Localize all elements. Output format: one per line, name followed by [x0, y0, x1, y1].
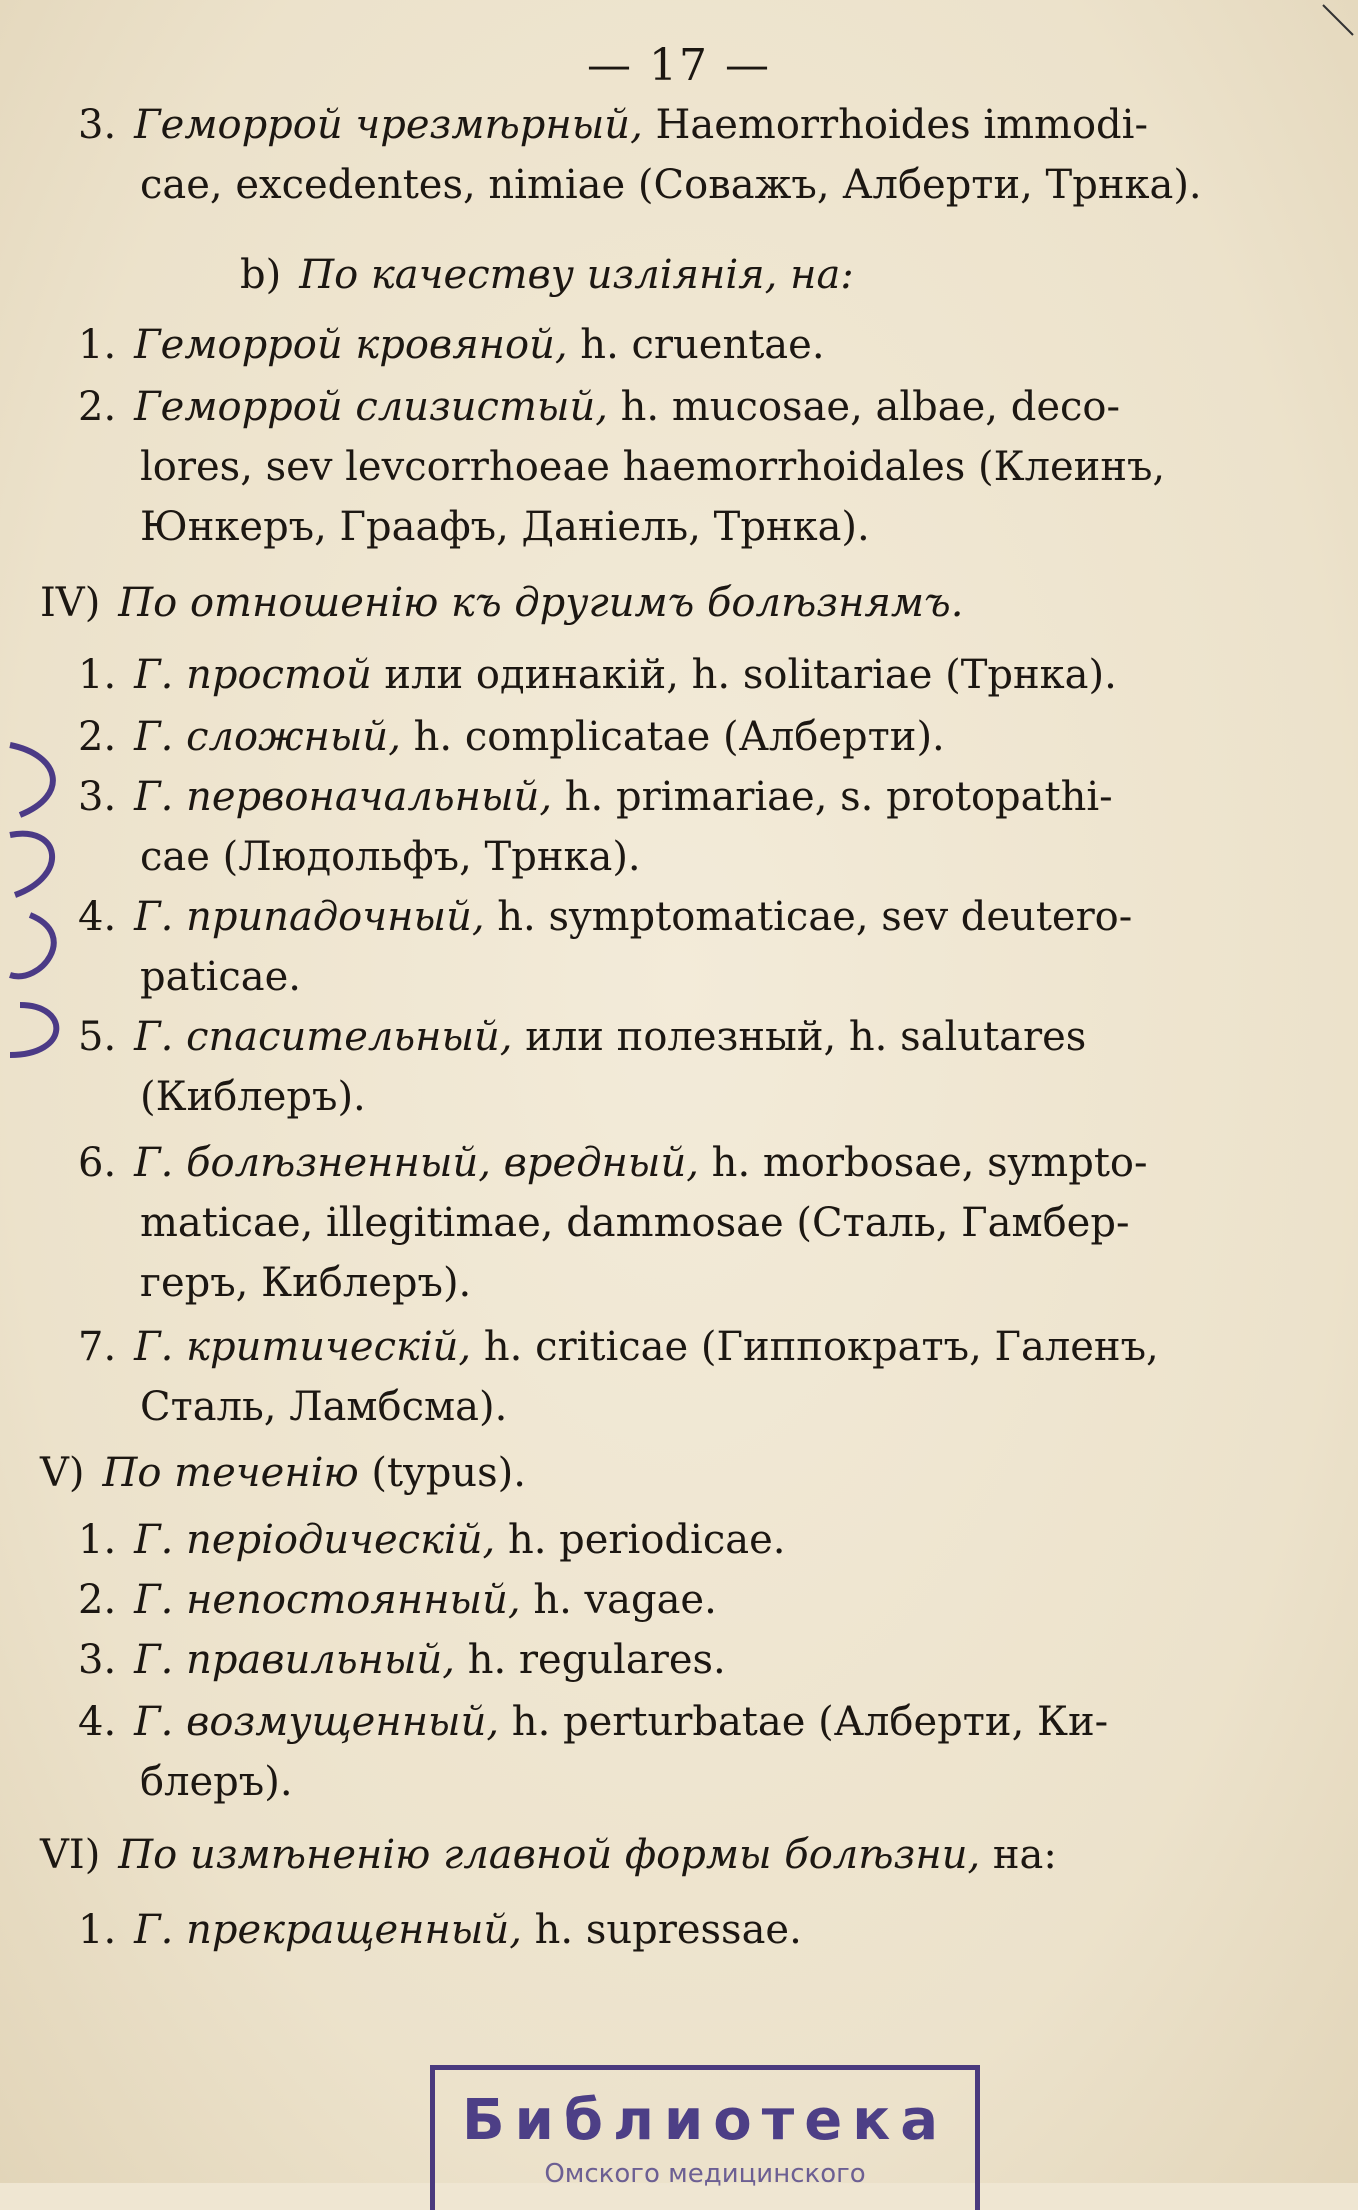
text-line — [78, 1635, 726, 1685]
text-line — [140, 1382, 507, 1432]
text-line — [78, 382, 1120, 432]
item-number: V) — [40, 1450, 85, 1496]
line-text: Сталь, Ламбсма). — [140, 1384, 508, 1430]
line-text: на: — [980, 1832, 1057, 1878]
italic-term: Г. періодическій, — [134, 1517, 496, 1563]
line-text: h. cruentae. — [567, 322, 825, 368]
corner-pencil-mark — [1318, 0, 1358, 40]
text-line — [140, 1198, 1129, 1248]
page-number: — 17 — — [587, 40, 771, 91]
item-number: 3. — [78, 1637, 117, 1683]
item-number: 2. — [78, 1577, 117, 1623]
line-text: h. periodicae. — [495, 1517, 786, 1563]
text-line — [40, 1830, 1057, 1880]
italic-term: По отношенію къ другимъ болѣзнямъ. — [118, 580, 964, 626]
text-line — [78, 712, 945, 762]
text-line — [40, 1448, 526, 1498]
italic-term: Г. болѣзненный, вредный, — [134, 1140, 699, 1186]
text-line — [140, 832, 641, 882]
handwritten-margin-mark — [0, 735, 90, 1075]
italic-term: Г. простой — [134, 652, 372, 698]
italic-term: Г. прекращенный, — [134, 1907, 522, 1953]
text-line — [140, 952, 301, 1002]
line-text: Haemorrhoides immodi- — [642, 102, 1148, 148]
item-number: 7. — [78, 1324, 117, 1370]
item-number: b) — [240, 252, 282, 298]
item-number: 2. — [78, 384, 117, 430]
text-line — [140, 1258, 471, 1308]
italic-term: Г. возмущенный, — [134, 1699, 500, 1745]
text-line — [78, 1515, 785, 1565]
italic-term: Геморрой чрезмѣрный, — [134, 102, 643, 148]
italic-term: По теченію — [102, 1450, 359, 1496]
line-text: paticae. — [140, 954, 301, 1000]
line-text: (typus). — [358, 1450, 526, 1496]
italic-term: Г. правильный, — [134, 1637, 455, 1683]
text-line — [40, 578, 963, 628]
line-text: h. supressae. — [521, 1907, 802, 1953]
italic-term: Г. припадочный, — [134, 894, 485, 940]
line-text: lores, sev levcorrhoeae haemorrhoidales (Клеинъ, — [140, 444, 1166, 490]
text-line — [78, 650, 1117, 700]
line-text: cae, excedentes, nimiae (Соважъ, Алберти, Трнка). — [140, 162, 1202, 208]
item-number: 1. — [78, 1517, 117, 1563]
text-line — [140, 1072, 366, 1122]
item-number: VI) — [40, 1832, 101, 1878]
line-text: или полезный, h. salutares — [512, 1014, 1087, 1060]
line-text: h. symptomaticae, sev deutero- — [484, 894, 1133, 940]
italic-term: Г. непостоянный, — [134, 1577, 521, 1623]
text-line — [78, 1697, 1108, 1747]
item-number: 2. — [78, 714, 117, 760]
line-text: h. vagae. — [520, 1577, 717, 1623]
italic-term: По измѣненію главной формы болѣзни, — [118, 1832, 981, 1878]
stamp-title: Библиотека — [462, 2088, 948, 2153]
item-number: 1. — [78, 652, 117, 698]
library-stamp — [430, 2065, 980, 2210]
line-text: cae (Людольфъ, Трнка). — [140, 834, 641, 880]
text-line — [140, 160, 1202, 210]
line-text: Юнкеръ, Граафъ, Даніель, Трнка). — [140, 504, 870, 550]
text-line — [78, 1012, 1086, 1062]
text-line — [78, 100, 1148, 150]
line-text: h. mucosae, albae, deco- — [607, 384, 1120, 430]
line-text: (Киблеръ). — [140, 1074, 366, 1120]
line-text: блеръ). — [140, 1759, 293, 1805]
stamp-subtitle: Омского медицинского — [544, 2159, 866, 2189]
text-line — [140, 502, 870, 552]
text-line — [140, 1757, 293, 1807]
item-number: 1. — [78, 322, 117, 368]
text-line — [240, 250, 854, 300]
line-text: h. perturbatae (Алберти, Ки- — [499, 1699, 1109, 1745]
text-line — [78, 1322, 1159, 1372]
line-text: h. criticae (Гиппократъ, Галенъ, — [471, 1324, 1159, 1370]
italic-term: Геморрой слизистый, — [134, 384, 608, 430]
item-number: 3. — [78, 102, 117, 148]
italic-term: По качеству изліянія, на: — [299, 252, 854, 298]
item-number: 6. — [78, 1140, 117, 1186]
line-text: h. primariae, s. protopathi- — [552, 774, 1113, 820]
italic-term: Г. сложный, — [134, 714, 401, 760]
italic-term: Г. первоначальный, — [134, 774, 553, 820]
item-number: 3. — [78, 774, 117, 820]
line-text: h. morbosae, sympto- — [698, 1140, 1148, 1186]
italic-term: Г. спасительный, — [134, 1014, 513, 1060]
text-line — [78, 772, 1113, 822]
italic-term: Геморрой кровяной, — [134, 322, 568, 368]
text-line — [78, 320, 825, 370]
item-number: 5. — [78, 1014, 117, 1060]
line-text: h. complicatae (Алберти). — [400, 714, 945, 760]
line-text: или одинакій, h. solitariae (Трнка). — [371, 652, 1117, 698]
text-line — [78, 1575, 717, 1625]
italic-term: Г. критическій, — [134, 1324, 472, 1370]
text-line — [140, 442, 1165, 492]
text-line — [78, 1138, 1148, 1188]
line-text: геръ, Киблеръ). — [140, 1260, 472, 1306]
item-number: 4. — [78, 1699, 117, 1745]
item-number: 4. — [78, 894, 117, 940]
item-number: 1. — [78, 1907, 117, 1953]
item-number: IV) — [40, 580, 101, 626]
line-text: h. regulares. — [455, 1637, 726, 1683]
text-line — [78, 892, 1132, 942]
text-line — [78, 1905, 802, 1955]
line-text: maticae, illegitimae, dammosae (Сталь, Гамбер- — [140, 1200, 1130, 1246]
